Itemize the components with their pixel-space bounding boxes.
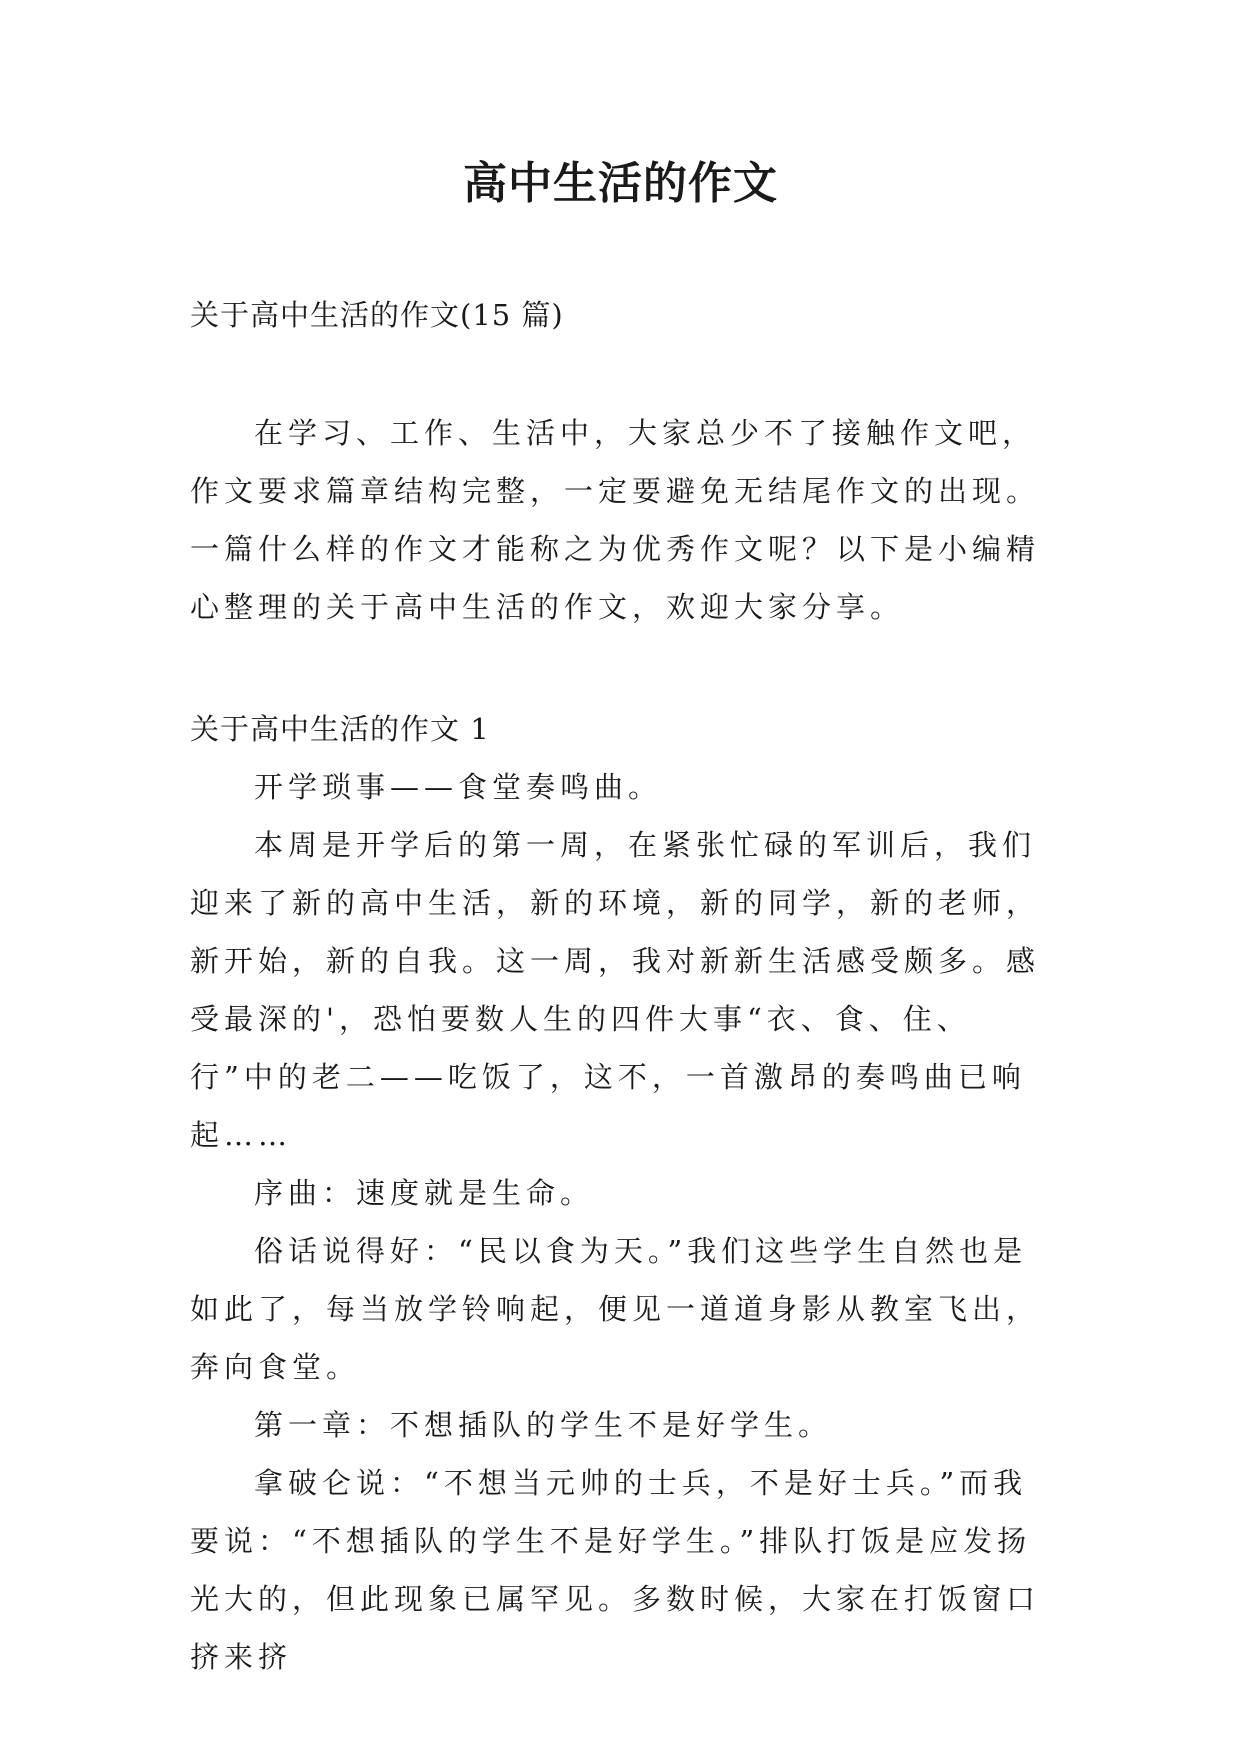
paragraph: 本周是开学后的第一周，在紧张忙碌的军训后，我们迎来了新的高中生活，新的环境，新的同学，新的老师，新开始，新的自我。这一周，我对新新生活感受颇多。感受最深的'，恐怕要数人生的四件大事“衣、食、住、行”中的老二——吃饭了，这不，一首激昂的奏鸣曲已响起…… bbox=[190, 828, 1041, 1152]
section-heading: 关于高中生活的作文 1 bbox=[190, 712, 490, 746]
document-title: 高中生活的作文 bbox=[463, 158, 778, 209]
paragraph: 第一章：不想插队的学生不是好学生。 bbox=[254, 1408, 833, 1442]
document-subtitle: 关于高中生活的作文(15 篇) bbox=[190, 298, 564, 332]
paragraph: 序曲：速度就是生命。 bbox=[254, 1176, 595, 1210]
intro-paragraph: 在学习、工作、生活中，大家总少不了接触作文吧，作文要求篇章结构完整，一定要避免无结尾作文的出现。一篇什么样的作文才能称之为优秀作文呢？以下是小编精心整理的关于高中生活的作文，欢迎大家分享。 bbox=[190, 416, 1041, 624]
paragraph: 拿破仑说：“不想当元帅的士兵，不是好士兵。”而我要说：“不想插队的学生不是好学生。”排队打饭是应发扬光大的，但此现象已属罕见。多数时候，大家在打饭窗口挤来挤 bbox=[190, 1466, 1041, 1674]
paragraph: 俗话说得好：“民以食为天。”我们这些学生自然也是如此了，每当放学铃响起，便见一道道身影从教室飞出，奔向食堂。 bbox=[190, 1234, 1041, 1384]
essay-section bbox=[190, 700, 1050, 1686]
paragraph: 开学琐事——食堂奏鸣曲。 bbox=[254, 770, 663, 804]
